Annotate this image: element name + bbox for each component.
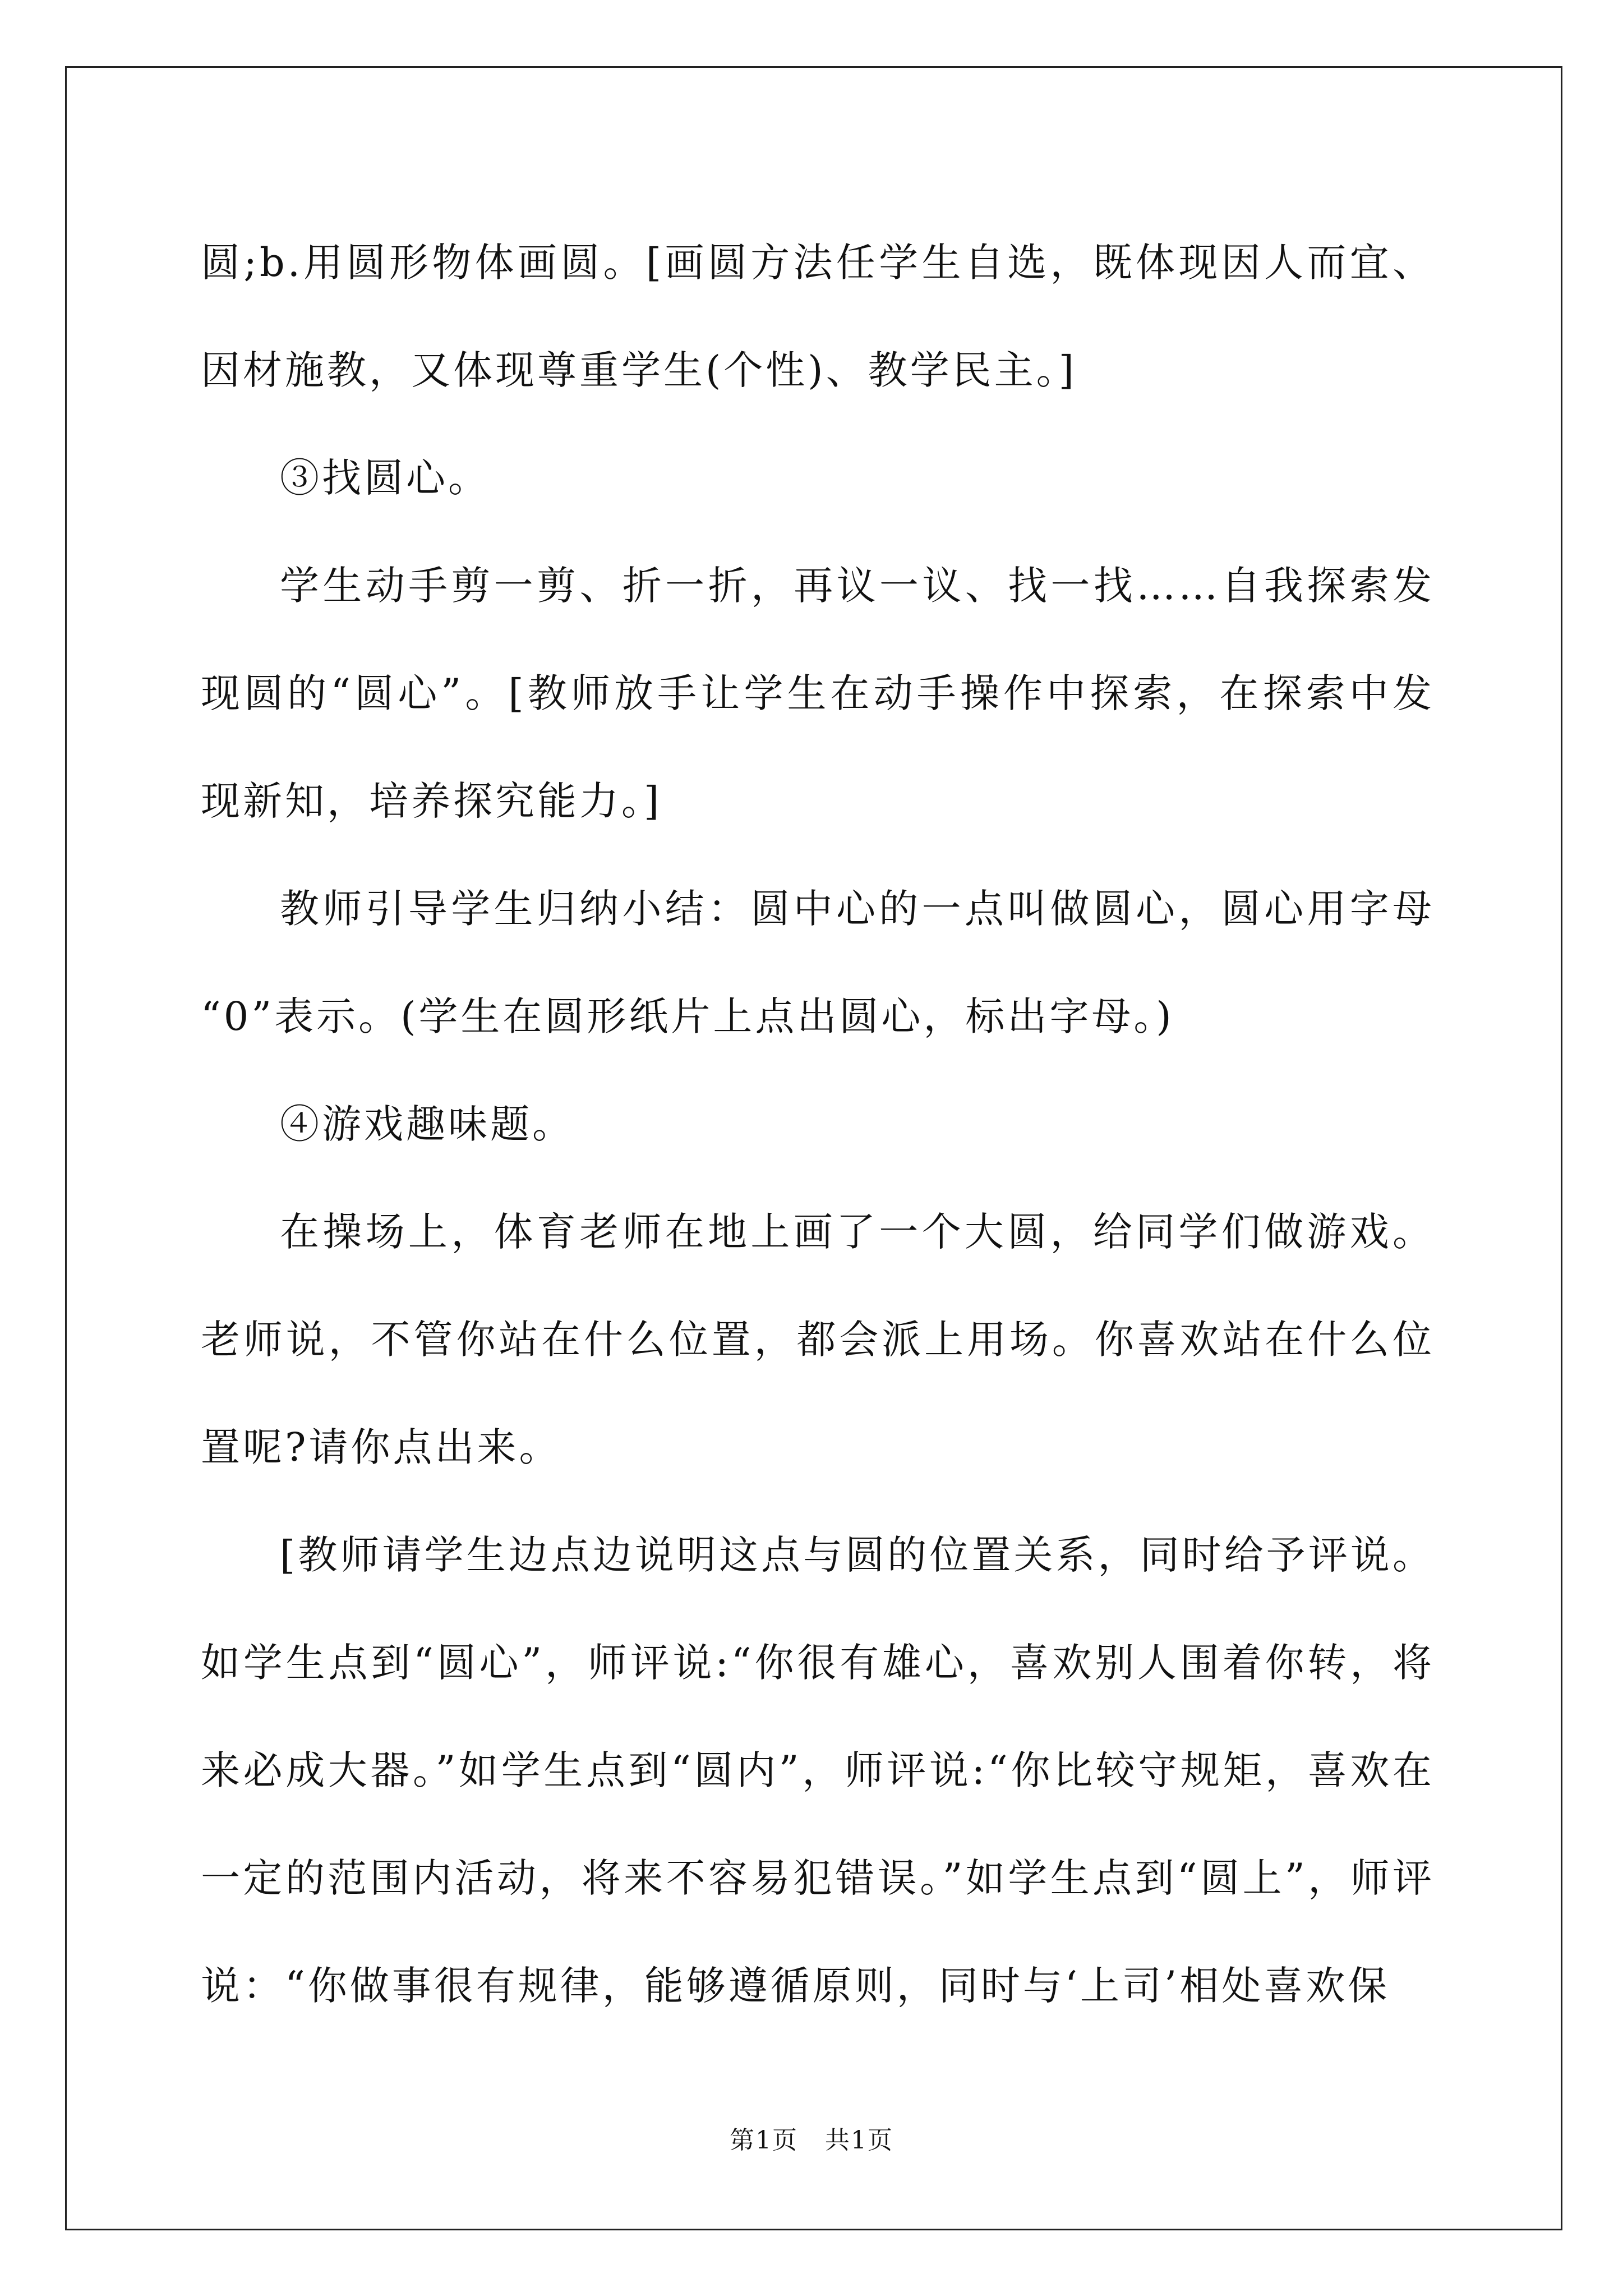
document-body xyxy=(201,209,1435,2040)
paragraph-teacher-comments: [教师请学生边点边说明这点与圆的位置关系，同时给予评说。如学生点到“圆心”，师评说:“你很有雄心，喜欢别人围着你转，将来必成大器。”如学生点到“圆内”，师评说:“你比较守规矩，喜欢在一定的范围内活动，将来不容易犯错误。”如学生点到“圆上”，师评说：“你做事很有规律，能够遵循原则，同时与‘上司’相处喜欢保 xyxy=(201,1532,1435,2009)
paragraph-continuation: 圆;b.用圆形物体画圆。[画圆方法任学生自选，既体现因人而宜、因材施教，又体现尊重学生(个性)、教学民主。] xyxy=(201,240,1435,393)
paragraph-step-4-heading: ④游戏趣味题。 xyxy=(280,1101,574,1147)
page-footer xyxy=(0,2124,1623,2157)
page-number: 第1页 xyxy=(730,2126,799,2155)
paragraph-student-activity: 学生动手剪一剪、折一折，再议一议、找一找……自我探索发现圆的“圆心”。[教师放手让学生在动手操作中探索，在探索中发现新知，培养探究能力。] xyxy=(201,563,1435,824)
paragraph-game-question: 在操场上，体育老师在地上画了一个大圆，给同学们做游戏。老师说，不管你站在什么位置，都会派上用场。你喜欢站在什么位置呢?请你点出来。 xyxy=(201,1209,1435,1470)
page-total: 共1页 xyxy=(824,2126,893,2155)
paragraph-summary: 教师引导学生归纳小结：圆中心的一点叫做圆心，圆心用字母“0”表示。(学生在圆形纸片上点出圆心，标出字母。) xyxy=(201,886,1435,1039)
paragraph-step-3-heading: ③找圆心。 xyxy=(280,455,490,501)
